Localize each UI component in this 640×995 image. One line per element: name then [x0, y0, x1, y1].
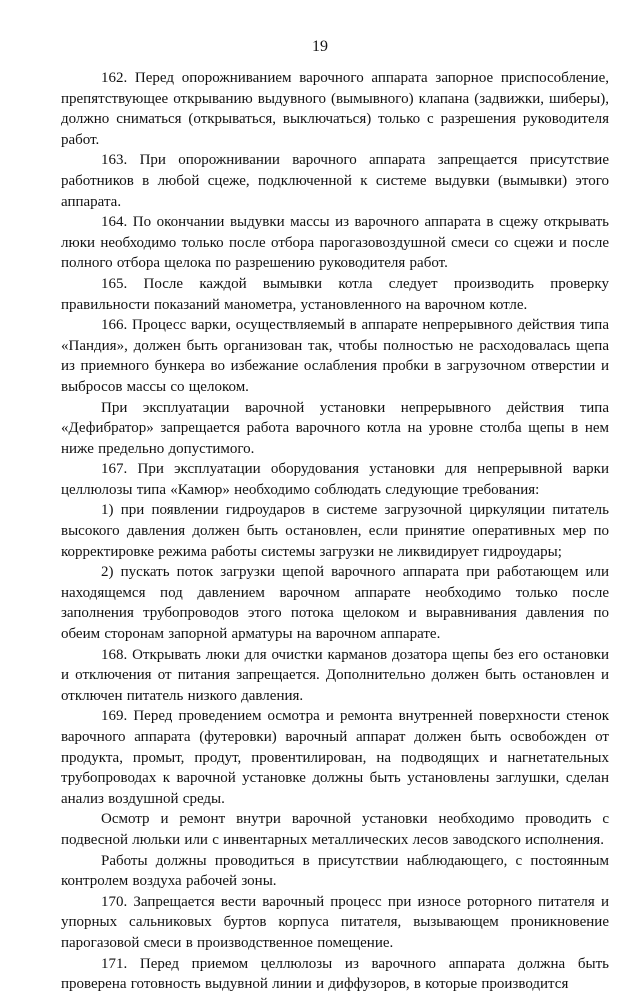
paragraph-168: 168. Открывать люки для очистки карманов дозатора щепы без его остановки и отключения от питания запрещается. Дополнительно должен быть остановлен и отключен питатель низкого давления. [61, 646, 609, 704]
document-body [61, 68, 609, 995]
paragraph-167-item-1: 1) при появлении гидроударов в системе загрузочной циркуляции питатель высокого давления должен быть остановлен, если принятие оперативных мер по корректировке режима работы системы загрузки не ликвидирует гидроудары; [61, 502, 609, 560]
page-number: 19 [312, 38, 328, 55]
paragraph-167: 167. При эксплуатации оборудования установки для непрерывной варки целлюлозы типа «Камюр» необходимо соблюдать следующие требования: [61, 461, 609, 498]
paragraph-169: 169. Перед проведением осмотра и ремонта внутренней поверхности стенок варочного аппарата (футеровки) варочный аппарат должен быть освобожден от продукта, промыт, продут, провентилирован, на подводящих и нагнетательных трубопроводах к варочной установке должны быть установлены заглушки, сделан анализ воздушной среды. [61, 708, 609, 807]
paragraph-169-supervision: Работы должны проводиться в присутствии наблюдающего, с постоянным контролем воздуха рабочей зоны. [61, 852, 609, 890]
paragraph-162: 162. Перед опорожниванием варочного аппарата запорное приспособление, препятствующее открыванию выдувного (вымывного) клапана (задвижки, шиберы), должно сниматься (открываться, выключаться) только с разрешения руководителя работ. [61, 70, 609, 148]
paragraph-166-defibrator: При эксплуатации варочной установки непрерывного действия типа «Дефибратор» запрещается работа варочного котла на уровне столба щепы в нем ниже предельно допустимого. [61, 399, 609, 457]
paragraph-163: 163. При опорожнивании варочного аппарата запрещается присутствие работников в любой сцеже, подключенной к системе выдувки (вымывки) этого аппарата. [61, 152, 609, 210]
paragraph-170: 170. Запрещается вести варочный процесс при износе роторного питателя и упорных сальниковых буртов корпуса питателя, вызывающем проникновение парогазовой смеси в производственное помещение. [61, 893, 609, 951]
paragraph-166: 166. Процесс варки, осуществляемый в аппарате непрерывного действия типа «Пандия», должен быть организован так, чтобы полностью не расходовалась щепа из приемного бункера во избежание ослабления пробки в загрузочном отверстии и выбросов массы со щелоком. [61, 317, 609, 395]
paragraph-167-item-2: 2) пускать поток загрузки щепой варочного аппарата при работающем или находящемся под давлением варочном аппарате необходимо только после заполнения трубопроводов этого потока щелоком и выравнивания давления по обеим сторонам запорной арматуры на варочном аппарате. [61, 564, 609, 643]
paragraph-169-inspection: Осмотр и ремонт внутри варочной установки необходимо проводить с подвесной люльки или с инвентарных металлических лесов заводского исполнения. [61, 811, 609, 848]
paragraph-165: 165. После каждой вымывки котла следует производить проверку правильности показаний манометра, установленного на варочном котле. [61, 275, 609, 313]
paragraph-171: 171. Перед приемом целлюлозы из варочного аппарата должна быть проверена готовность выдувной линии и диффузоров, в которые производится [61, 955, 609, 993]
paragraph-164: 164. По окончании выдувки массы из варочного аппарата в сцежу открывать люки необходимо только после отбора парогазовоздушной смеси со сцежи и после полного отбора щелока по разрешению руководителя работ. [61, 214, 609, 272]
